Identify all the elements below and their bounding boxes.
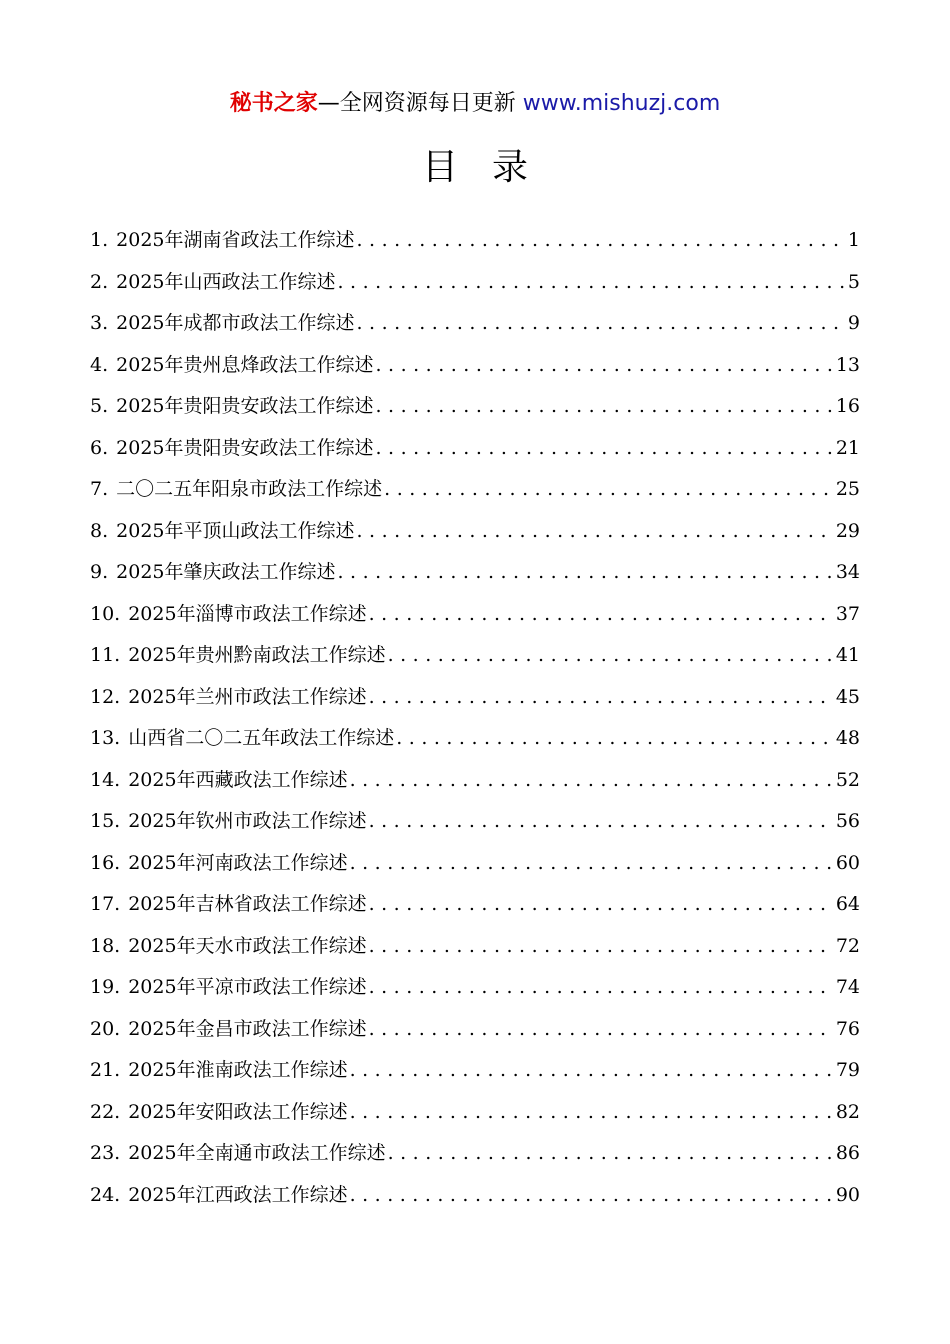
toc-entry-title: 2025年湖南省政法工作综述 <box>116 229 355 251</box>
toc-entry[interactable] <box>90 1009 860 1051</box>
toc-entry-title: 2025年河南政法工作综述 <box>128 851 348 874</box>
toc-entry[interactable] <box>90 926 860 968</box>
toc-entry-page: 13 <box>835 353 860 376</box>
toc-entry[interactable] <box>90 262 860 304</box>
toc-entry-page: 9 <box>847 312 860 334</box>
toc-entry-page: 90 <box>835 1183 860 1206</box>
toc-entry-page: 29 <box>835 519 860 542</box>
toc-dot-leader <box>376 386 834 428</box>
toc-entry-number: 24. <box>90 1183 121 1206</box>
toc-entry[interactable] <box>90 967 860 1009</box>
toc-entry-number: 7. <box>90 478 109 500</box>
toc-entry[interactable] <box>90 843 860 885</box>
toc-entry-number: 20. <box>90 1017 121 1040</box>
toc-entry-title: 2025年贵州黔南政法工作综述 <box>128 644 386 666</box>
header-tagline: —全网资源每日更新 <box>317 91 516 116</box>
toc-dot-leader <box>357 220 846 262</box>
toc-entry[interactable] <box>90 220 860 262</box>
toc-entry-number: 10. <box>90 602 121 625</box>
toc-entry-number: 1. <box>90 229 109 251</box>
toc-entry[interactable] <box>90 1133 860 1175</box>
toc-entry-number: 13. <box>90 727 121 749</box>
toc-entry-page: 45 <box>835 685 860 708</box>
toc-dot-leader <box>350 1092 834 1134</box>
table-of-contents <box>90 220 860 1216</box>
toc-dot-leader <box>369 1009 834 1051</box>
toc-entry-title: 2025年钦州市政法工作综述 <box>128 810 367 832</box>
toc-entry-number: 4. <box>90 353 109 376</box>
toc-entry-number: 19. <box>90 976 121 998</box>
toc-entry-title: 2025年贵阳贵安政法工作综述 <box>116 395 374 417</box>
toc-entry-page: 34 <box>835 561 860 583</box>
toc-dot-leader <box>369 594 834 636</box>
page-title: 目录 <box>421 147 562 188</box>
toc-dot-leader <box>357 303 846 345</box>
toc-dot-leader <box>350 760 834 802</box>
toc-entry[interactable] <box>90 1175 860 1217</box>
toc-entry-page: 82 <box>835 1100 860 1123</box>
toc-entry-number: 11. <box>90 644 121 666</box>
toc-entry-number: 14. <box>90 768 121 791</box>
toc-entry-page: 72 <box>835 934 860 957</box>
toc-dot-leader <box>369 884 834 926</box>
toc-entry-page: 86 <box>835 1142 860 1164</box>
toc-entry-page: 16 <box>835 395 860 417</box>
toc-entry-page: 21 <box>835 436 860 459</box>
toc-entry-page: 79 <box>835 1059 860 1081</box>
toc-entry-page: 60 <box>835 851 860 874</box>
toc-entry-number: 3. <box>90 312 109 334</box>
toc-entry-title: 2025年平凉市政法工作综述 <box>128 976 367 998</box>
toc-entry-page: 1 <box>847 229 860 251</box>
toc-entry-title: 2025年山西政法工作综述 <box>116 270 336 293</box>
toc-entry-number: 23. <box>90 1142 121 1164</box>
toc-entry-title: 2025年贵阳贵安政法工作综述 <box>116 436 374 459</box>
toc-dot-leader <box>350 1050 834 1092</box>
toc-dot-leader <box>338 552 834 594</box>
toc-entry-number: 15. <box>90 810 121 832</box>
toc-entry-number: 8. <box>90 519 109 542</box>
toc-entry-number: 5. <box>90 395 109 417</box>
toc-entry-number: 17. <box>90 893 121 915</box>
toc-entry-page: 56 <box>835 810 860 832</box>
toc-dot-leader <box>384 469 834 511</box>
toc-dot-leader <box>369 926 834 968</box>
toc-dot-leader <box>369 677 834 719</box>
toc-entry-title: 二〇二五年阳泉市政法工作综述 <box>116 478 383 500</box>
toc-entry-page: 41 <box>835 644 860 666</box>
toc-entry[interactable] <box>90 635 860 677</box>
toc-entry-page: 37 <box>835 602 860 625</box>
toc-entry-title: 2025年全南通市政法工作综述 <box>128 1142 386 1164</box>
toc-entry-title: 2025年西藏政法工作综述 <box>128 768 348 791</box>
toc-entry-number: 21. <box>90 1059 121 1081</box>
toc-entry[interactable] <box>90 760 860 802</box>
toc-dot-leader <box>350 1175 834 1217</box>
toc-entry-page: 25 <box>835 478 860 500</box>
toc-entry-title: 2025年淮南政法工作综述 <box>128 1059 348 1081</box>
toc-entry[interactable] <box>90 303 860 345</box>
toc-entry[interactable] <box>90 552 860 594</box>
toc-entry-number: 16. <box>90 851 121 874</box>
toc-entry-title: 2025年江西政法工作综述 <box>128 1183 348 1206</box>
toc-dot-leader <box>369 801 834 843</box>
toc-dot-leader <box>376 428 834 470</box>
toc-entry-title: 2025年肇庆政法工作综述 <box>116 561 336 583</box>
toc-entry-page: 52 <box>835 768 860 791</box>
toc-entry[interactable] <box>90 1092 860 1134</box>
toc-entry[interactable] <box>90 1050 860 1092</box>
toc-entry-title: 2025年安阳政法工作综述 <box>128 1100 348 1123</box>
toc-dot-leader <box>357 511 834 553</box>
toc-entry[interactable] <box>90 386 860 428</box>
toc-entry[interactable] <box>90 511 860 553</box>
toc-entry-number: 22. <box>90 1100 121 1123</box>
site-url-link[interactable]: www.mishuzj.com <box>522 91 721 116</box>
toc-dot-leader <box>338 262 846 304</box>
toc-entry-page: 76 <box>835 1017 860 1040</box>
brand-name: 秘书之家 <box>229 91 318 116</box>
toc-entry[interactable] <box>90 718 860 760</box>
toc-entry-number: 18. <box>90 934 121 957</box>
toc-entry-title: 2025年平顶山政法工作综述 <box>116 519 355 542</box>
toc-entry[interactable] <box>90 801 860 843</box>
toc-entry-page: 74 <box>835 976 860 998</box>
toc-entry-title: 2025年兰州市政法工作综述 <box>128 685 367 708</box>
toc-entry-page: 64 <box>835 893 860 915</box>
toc-dot-leader <box>350 843 834 885</box>
toc-entry-title: 山西省二〇二五年政法工作综述 <box>128 727 395 749</box>
toc-entry-title: 2025年成都市政法工作综述 <box>116 312 355 334</box>
toc-entry[interactable] <box>90 884 860 926</box>
toc-entry-page: 5 <box>847 270 860 293</box>
toc-entry-number: 6. <box>90 436 109 459</box>
toc-entry-title: 2025年金昌市政法工作综述 <box>128 1017 367 1040</box>
toc-entry[interactable] <box>90 469 860 511</box>
toc-dot-leader <box>376 345 834 387</box>
toc-dot-leader <box>369 967 834 1009</box>
toc-entry-title: 2025年吉林省政法工作综述 <box>128 893 367 915</box>
toc-entry[interactable] <box>90 677 860 719</box>
toc-entry-title: 2025年淄博市政法工作综述 <box>128 602 367 625</box>
toc-entry[interactable] <box>90 428 860 470</box>
toc-dot-leader <box>396 718 834 760</box>
toc-entry[interactable] <box>90 345 860 387</box>
toc-dot-leader <box>388 635 834 677</box>
toc-entry-number: 12. <box>90 685 121 708</box>
toc-entry[interactable] <box>90 594 860 636</box>
toc-entry-number: 9. <box>90 561 109 583</box>
toc-dot-leader <box>388 1133 834 1175</box>
toc-entry-page: 48 <box>835 727 860 749</box>
site-header <box>0 88 950 120</box>
toc-entry-title: 2025年天水市政法工作综述 <box>128 934 367 957</box>
toc-entry-number: 2. <box>90 270 109 293</box>
toc-entry-title: 2025年贵州息烽政法工作综述 <box>116 353 374 376</box>
